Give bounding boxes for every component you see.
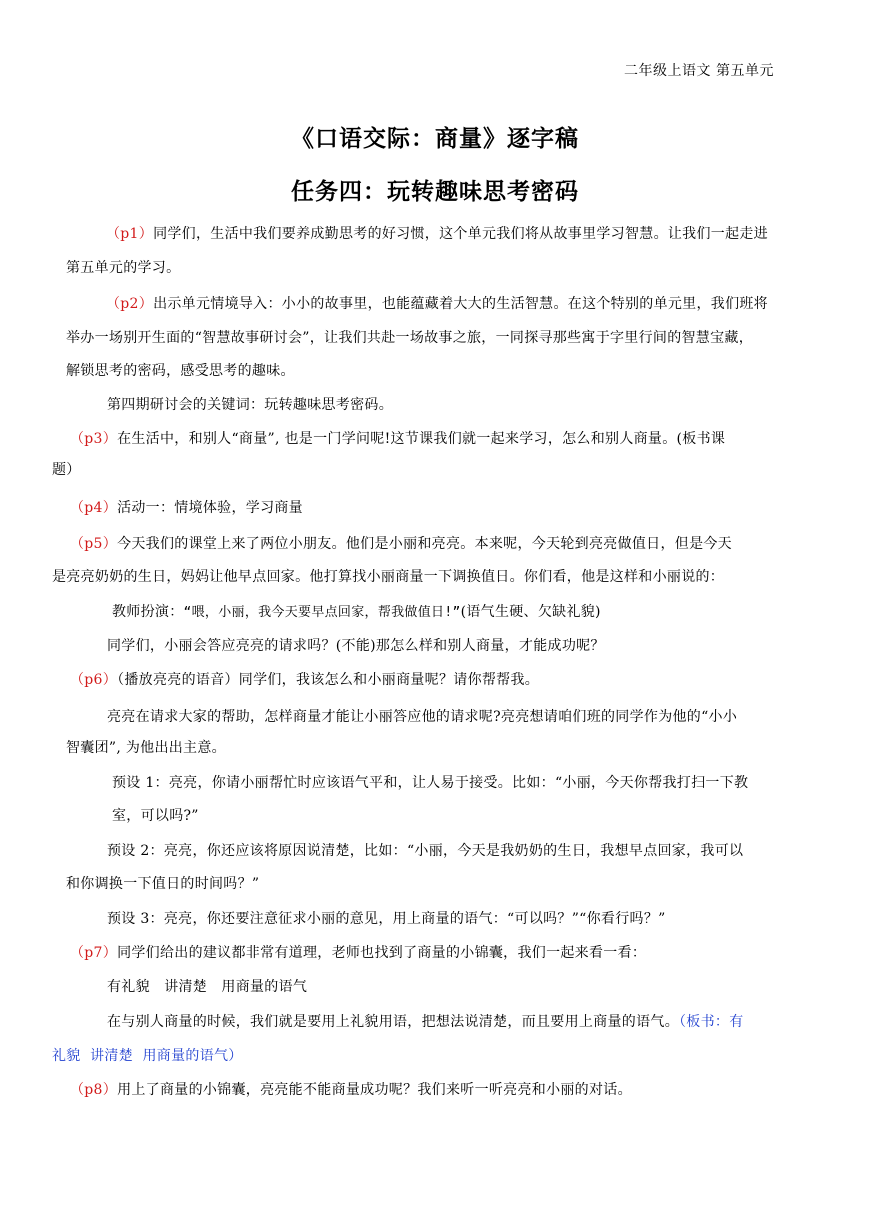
help-line2: 智囊团”, 为他出出主意。 (66, 740, 226, 756)
p8-line: （p8）用上了商量的小锦囊，亮亮能不能商量成功呢？我们来听一听亮亮和小丽的对话。 (70, 1082, 632, 1098)
p6-tag: （p6） (70, 672, 118, 688)
p2-tag: （p2） (106, 296, 154, 312)
help-line1: 亮亮在请求大家的帮助，怎样商量才能让小丽答应他的请求呢?亮亮想请咱们班的同学作为他的“小小 (107, 709, 738, 725)
p7-tag: （p7） (70, 945, 118, 961)
teacher-dialog: “喂，小丽，我今天要早点回家，帮我做值日!” (183, 605, 461, 620)
p3-line1: （p3）在生活中，和别人“商量”, 也是一门学问呢!这节课我们就一起来学习，怎么和别人商量。(板书课 (70, 431, 726, 447)
page-title: 《口语交际：商量》逐字稿 (291, 125, 579, 152)
p2-line2: 举办一场别开生面的“智慧故事研讨会”，让我们共赴一场故事之旅，一同探寻那些寓于字里行间的智慧宝藏， (66, 330, 754, 346)
p1-line1: （p1）同学们，生活中我们要养成勤思考的好习惯，这个单元我们将从故事里学习智慧。让我们一起走进 (106, 226, 768, 242)
teacher-line: 教师扮演：“喂，小丽，我今天要早点回家，帮我做值日!”(语气生硬、欠缺礼貌) (112, 604, 601, 620)
p5-line1: （p5）今天我们的课堂上来了两位小朋友。他们是小丽和亮亮。本来呢，今天轮到亮亮做值日，但是今天 (70, 536, 732, 552)
p4-tag: （p4） (70, 500, 118, 516)
page-header: 二年级上语文 第五单元 (624, 63, 774, 79)
tips-line: 有礼貌 讲清楚 用商量的语气 (107, 979, 308, 995)
preset3-line: 预设 3：亮亮，你还要注意征求小丽的意见，用上商量的语气：“可以吗？”“你看行吗？” (107, 911, 666, 927)
p7-line: （p7）同学们给出的建议都非常有道理，老师也找到了商量的小锦囊，我们一起来看一看： (70, 945, 647, 961)
preset2-line1: 预设 2：亮亮，你还应该将原因说清楚，比如：“小丽，今天是我奶奶的生日，我想早点回家，我可以 (107, 843, 744, 859)
question-line: 同学们，小丽会答应亮亮的请求吗？(不能)那怎么样和别人商量，才能成功呢？ (107, 638, 605, 654)
summary-line1: 在与别人商量的时候，我们就是要用上礼貌用语，把想法说清楚，而且要用上商量的语气。（板书：有 (107, 1014, 744, 1030)
p2-line1: （p2）出示单元情境导入：小小的故事里，也能蕴藏着大大的生活智慧。在这个特别的单元里，我们班将 (106, 296, 768, 312)
p5-line2: 是亮亮奶奶的生日，妈妈让他早点回家。他打算找小丽商量一下调换值日。你们看，他是这样和小丽说的： (52, 569, 725, 585)
board-note: （板书：有 (679, 1014, 744, 1030)
p5-tag: （p5） (70, 536, 118, 552)
p6-line: （p6）（播放亮亮的语音）同学们，我该怎么和小丽商量呢？请你帮帮我。 (70, 672, 540, 688)
preset1-line2: 室，可以吗?” (112, 808, 199, 824)
preset2-line2: 和你调换一下值日的时间吗？” (66, 876, 260, 892)
p1-line2: 第五单元的学习。 (66, 260, 181, 276)
preset1-line1: 预设 1：亮亮，你请小丽帮忙时应该语气平和，让人易于接受。比如：“小丽，今天你帮我打扫一下教 (112, 775, 749, 791)
summary-line2: 礼貌 讲清楚 用商量的语气） (52, 1048, 243, 1064)
p8-tag: （p8） (70, 1082, 118, 1098)
p4-line: （p4）活动一：情境体验，学习商量 (70, 500, 303, 516)
keyword-line: 第四期研讨会的关键词：玩转趣味思考密码。 (107, 397, 393, 413)
p1-tag: （p1） (106, 226, 154, 242)
p3-line2: 题） (52, 462, 81, 478)
task-subtitle: 任务四：玩转趣味思考密码 (291, 178, 579, 205)
p3-tag: （p3） (70, 431, 118, 447)
p2-line3: 解锁思考的密码，感受思考的趣味。 (66, 363, 295, 379)
